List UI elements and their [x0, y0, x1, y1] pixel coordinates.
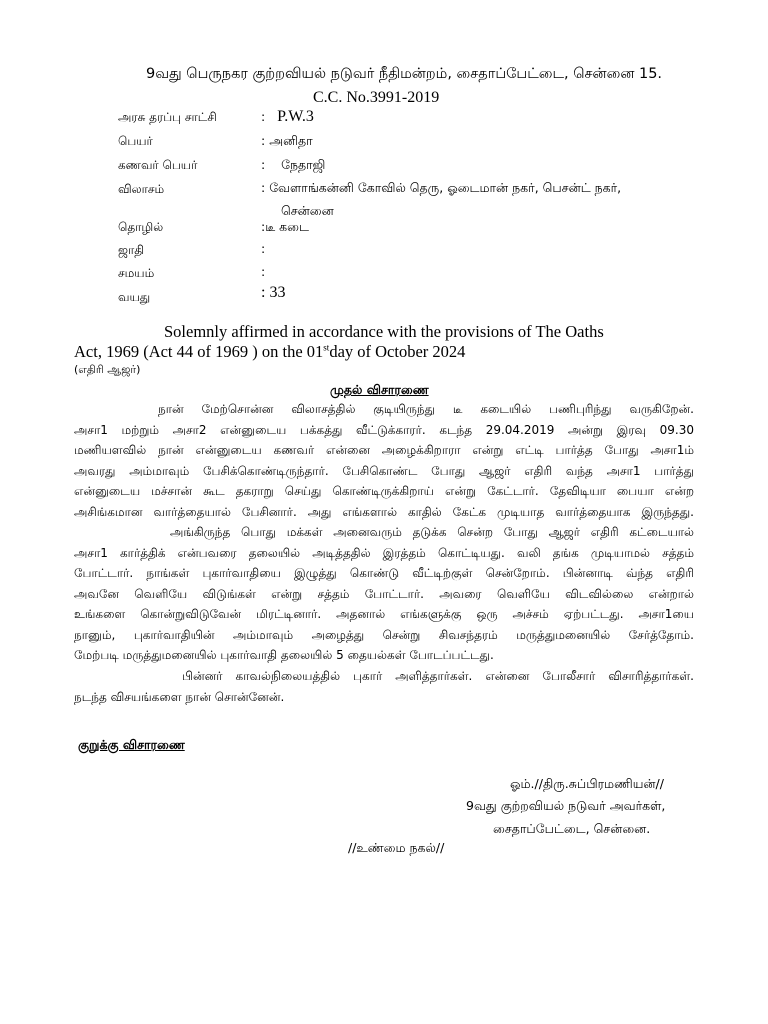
oath-line2-text: Act, 1969 (Act 44 of 1969 ) on the 01: [74, 342, 324, 361]
paragraph-line: போட்டார். நாங்கள் புகார்வாதியை இழுத்து கொண்டு வீட்டிற்குள் சென்றோம். பின்னாடி வ்ந்த எதிரி: [74, 566, 694, 580]
paragraph-line: அவனே வெளியே விடுங்கள் என்று சத்தம் போட்டார். அவரை வெளியே விடவில்லை என்றால்: [74, 586, 694, 601]
husband-name: நேதாஜி: [281, 157, 326, 172]
paragraph-line: அசா1 மற்றும் அசா2 என்னுடைய பக்கத்து வீட்டுக்காரர். கடந்த 29.04.2019 அன்று இரவு 09.30: [74, 422, 694, 437]
witness-number: P.W.3: [277, 108, 314, 125]
paragraph-line: அசிங்கமான வார்த்தையால் பேசினார். அது எங்களால் காதில் கேட்க முடியாத வார்த்தையாக இருந்தது.: [74, 504, 694, 519]
magistrate-name: ஓம்.//திரு.சுப்பிரமணியன்//: [510, 776, 664, 791]
field-label-occupation: தொழில்: [118, 220, 164, 234]
paragraph-line: என்னுடைய மச்சான் கூட தகராறு செய்து கொண்டிருக்கிறாய் என்று கேட்டார். தேவிடியா பையா என்ற: [74, 484, 694, 498]
chief-examination-paragraph-2: [74, 522, 694, 666]
accused-present-note: (எதிரி ஆஜர்): [74, 363, 141, 376]
field-value-occupation: :டீ கடை: [261, 219, 309, 234]
magistrate-designation: 9வது குற்றவியல் நடுவர் அவர்கள்,: [466, 798, 666, 813]
occupation: டீ கடை: [265, 219, 309, 234]
field-label-witness: அரசு தரப்பு சாட்சி: [118, 110, 217, 124]
witness-name: அனிதா: [269, 133, 313, 148]
cross-examination-heading: குறுக்கு விசாரணை: [78, 737, 185, 752]
chief-examination-heading: முதல் விசாரணை: [330, 382, 429, 397]
field-value-address: : வேளாங்கன்னி கோவில் தெரு, ஓடைமான் நகர், பெசன்ட் நகர்,: [261, 180, 622, 195]
field-value-age: : 33: [261, 284, 286, 301]
paragraph-line: அங்கிருந்த பொது மக்கள் அனைவரும் தடுக்க சென்ற போது ஆஜர் எதிரி கட்டையால்: [170, 525, 694, 539]
oath-ordinal: st: [323, 342, 330, 353]
field-label-age: வயது: [118, 290, 151, 304]
oath-line2: [74, 342, 465, 362]
field-label-caste: ஜாதி: [118, 243, 145, 257]
case-number: C.C. No.3991-2019: [313, 89, 440, 106]
paragraph-line: பின்னர் காவல்நிலையத்தில் புகார் அளித்தார்கள். என்னை போலீசார் விசாரித்தார்கள்.: [182, 669, 694, 683]
paragraph-line: மேற்படி மருத்துமனையில் புகார்வாதி தலையில் 5 தையல்கள் போடப்பட்டது.: [74, 648, 494, 662]
court-name: 9வது பெருநகர குற்றவியல் நடுவர் நீதிமன்றம், சைதாப்பேட்டை, சென்னை 15.: [146, 66, 663, 82]
field-label-address: விலாசம்: [118, 182, 165, 196]
paragraph-line: உங்களை கொன்றுவிடுவேன் மிரட்டினார். அதனால் எங்களுக்கு ஒரு அச்சம் ஏற்பட்டது. அசா1யை: [74, 607, 694, 621]
paragraph-line: நான் மேற்சொன்ன விலாசத்தில் குடியிருந்து டீ கடையில் பணிபுரிந்து வருகிறேன்.: [158, 402, 694, 416]
chief-examination-paragraph-3: [74, 666, 694, 707]
field-value-husband: : நேதாஜி: [261, 157, 326, 172]
field-value-witness: : P.W.3: [261, 108, 314, 125]
field-label-religion: சமயம்: [118, 266, 155, 280]
field-value-caste: :: [261, 241, 266, 256]
paragraph-line: அசா1 கார்த்திக் என்பவரை தலையில் அடித்ததில் இரத்தம் கொட்டியது. வலி தங்க முடியாமல் சத்தம்: [74, 545, 694, 560]
true-copy-mark: //உண்மை நகல்//: [348, 840, 445, 855]
field-value-religion: :: [261, 264, 266, 279]
paragraph-line: அவரது அம்மாவும் பேசிக்கொண்டிருந்தார். பேசிகொண்ட போது ஆஜர் எதிரி வந்த அசா1 பார்த்து: [74, 463, 694, 478]
age: 33: [269, 284, 286, 301]
field-label-name: பெயர்: [118, 134, 153, 148]
field-value-name: : அனிதா: [261, 133, 313, 148]
address-line1: வேளாங்கன்னி கோவில் தெரு, ஓடைமான் நகர், பெசன்ட் நகர்,: [269, 180, 622, 195]
paragraph-line: நடந்த விசயங்களை நான் சொன்னேன்.: [74, 689, 285, 704]
paragraph-line: நானும், புகார்வாதியின் அம்மாவும் அழைத்து சென்று சிவசந்தரம் மருத்துமனையில் சேர்த்தோம்.: [74, 627, 694, 642]
oath-line2-date: day of October 2024: [329, 342, 466, 361]
field-label-husband: கணவர் பெயர்: [118, 158, 198, 172]
chief-examination-paragraph-1: [74, 399, 694, 522]
oath-line1: Solemnly affirmed in accordance with the provisions of The Oaths: [164, 322, 604, 341]
paragraph-line: மணியளவில் நான் என்னுடைய கணவர் என்னை அழைக்கிறாரா என்று எட்டி பார்த்த போது அசா1ம்: [74, 443, 694, 457]
magistrate-location: சைதாப்பேட்டை, சென்னை.: [493, 821, 651, 836]
address-line2: சென்னை: [281, 203, 334, 218]
